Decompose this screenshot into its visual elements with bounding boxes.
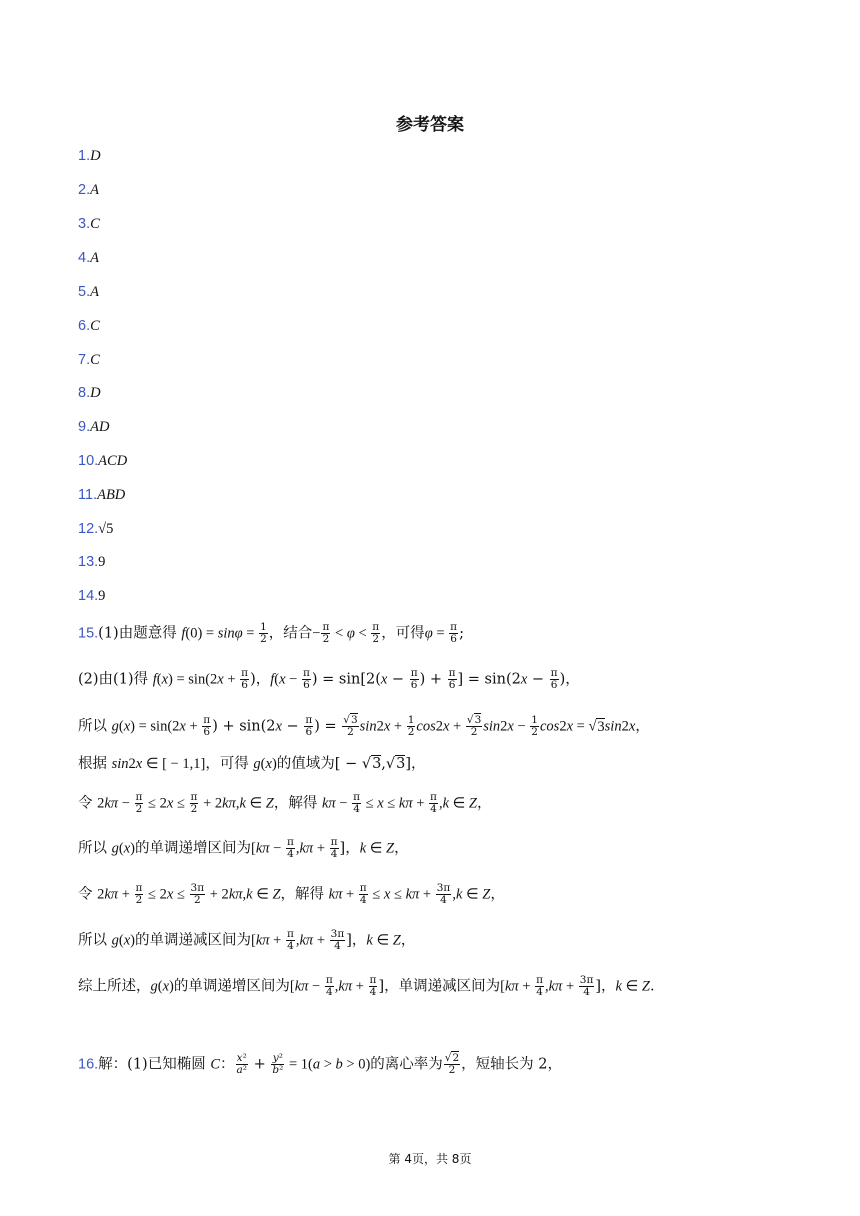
answer-number: 12. — [78, 521, 99, 537]
answer-item — [78, 282, 99, 302]
answer-value: C — [90, 318, 100, 334]
answer-value: D — [90, 385, 101, 401]
answer-item — [78, 586, 105, 606]
answer-value: √5 — [98, 521, 114, 537]
answer-item — [78, 451, 127, 471]
answer-number: 4. — [78, 250, 91, 266]
answer-number: 9. — [78, 419, 91, 435]
q16-line-1: 16.解：(1)已知椭圆 C： $\frac{\text{x²}}{\text{a²}}$ + $\frac{\text{y²}}{\text{b²}}$ = 1(a > b > 0)的离心率为 $\frac{√2}{2}$ ，短轴长为 2， — [78, 1052, 563, 1076]
q15-line-9: 综上所述，g(x)的单调递增区间为[kπ − $\frac{\pi}{4}$ ,kπ + $\frac{\pi}{4}$ ]，单调递减区间为[kπ + $\frac{\pi}{4}$ ,kπ + $\frac{3\pi}{4}$ ]，k ∈ Z. — [78, 974, 655, 998]
answer-item — [78, 316, 100, 336]
answer-item — [78, 552, 105, 572]
answer-number: 2. — [78, 182, 91, 198]
q15-line-7: 令 2kπ + $\frac{\pi}{2}$ ≤ 2x ≤ $\frac{3\pi}{2}$ + 2kπ,k ∈ Z，解得 kπ + $\frac{\pi}{4}$ ≤ x ≤ kπ + $\frac{3\pi}{4}$ ,k ∈ Z， — [78, 882, 505, 906]
answer-number: 13. — [78, 554, 99, 570]
q16-number: 16. — [78, 1056, 99, 1073]
answer-value: C — [90, 216, 100, 232]
answer-value: C — [90, 352, 100, 368]
answer-number: 7. — [78, 352, 91, 368]
answer-item — [78, 214, 100, 234]
answer-item — [78, 180, 99, 200]
page-footer: 第 4页，共 8页 — [388, 1152, 472, 1166]
answer-value: A — [90, 250, 99, 266]
q15-line-3: 所以 g(x) = sin(2x + $\frac{\pi}{6}$ ) + sin(2x − $\frac{\pi}{6}$ ) = $\frac{√3}{2}$ sin2x + $\frac{1}{2}$ cos2x + $\frac{√3}{2}$ sin2x − $\frac{1}{2}$ cos2x = √3sin2x， — [78, 714, 650, 738]
answer-value: 9 — [98, 554, 106, 570]
answer-number: 8. — [78, 385, 91, 401]
answer-number: 1. — [78, 148, 91, 164]
answer-item — [78, 519, 113, 539]
answer-number: 14. — [78, 588, 99, 604]
answer-number: 3. — [78, 216, 91, 232]
answer-number: 10. — [78, 453, 99, 469]
q15-line-8: 所以 g(x)的单调递减区间为[kπ + $\frac{\pi}{4}$ ,kπ + $\frac{3\pi}{4}$ ]，k ∈ Z， — [78, 928, 416, 952]
answer-item — [78, 248, 99, 268]
answer-item — [78, 485, 125, 505]
answer-number: 6. — [78, 318, 91, 334]
answer-value: AD — [90, 419, 110, 435]
answer-value: D — [90, 148, 101, 164]
q15-line-5: 令 2kπ − $\frac{\pi}{2}$ ≤ 2x ≤ $\frac{\pi}{2}$ + 2kπ,k ∈ Z，解得 kπ − $\frac{\pi}{4}$ ≤ x ≤ kπ + $\frac{\pi}{4}$ ,k ∈ Z， — [78, 791, 492, 815]
answer-value: 9 — [98, 588, 106, 604]
q15-line-2: (2)由(1)得 f(x) = sin(2x + $\frac{\pi}{6}$ )，f(x − $\frac{\pi}{6}$ ) = sin[2(x − $\frac{\pi}{6}$ ) + $\frac{\pi}{6}$ ] = sin(2x − $\frac{\pi}{6}$ )， — [78, 667, 580, 691]
answer-number: 11. — [78, 487, 98, 503]
q15-number: 15. — [78, 625, 99, 642]
page-title: 参考答案 — [396, 115, 464, 135]
answer-item — [78, 383, 101, 403]
answer-item — [78, 146, 101, 166]
answer-value: ABD — [97, 487, 126, 503]
answer-value: A — [90, 182, 99, 198]
answer-item — [78, 350, 100, 370]
answer-item — [78, 417, 109, 437]
answer-value: ACD — [98, 453, 128, 469]
q15-line-4: 根据 sin2x ∈ [ − 1,1]，可得 g(x)的值域为[ − √3,√3]， — [78, 756, 426, 772]
answer-number: 5. — [78, 284, 91, 300]
q15-line-1: 15.(1)由题意得 f(0) = sinφ = $\frac{1}{2}$ ，结合− $\frac{\pi}{2}$ < φ < $\frac{\pi}{2}$ ，可得φ = $\frac{\pi}{6}$ ; — [78, 621, 464, 645]
answer-value: A — [90, 284, 99, 300]
q15-line-6: 所以 g(x)的单调递增区间为[kπ − $\frac{\pi}{4}$ ,kπ + $\frac{\pi}{4}$ ]，k ∈ Z， — [78, 836, 409, 860]
